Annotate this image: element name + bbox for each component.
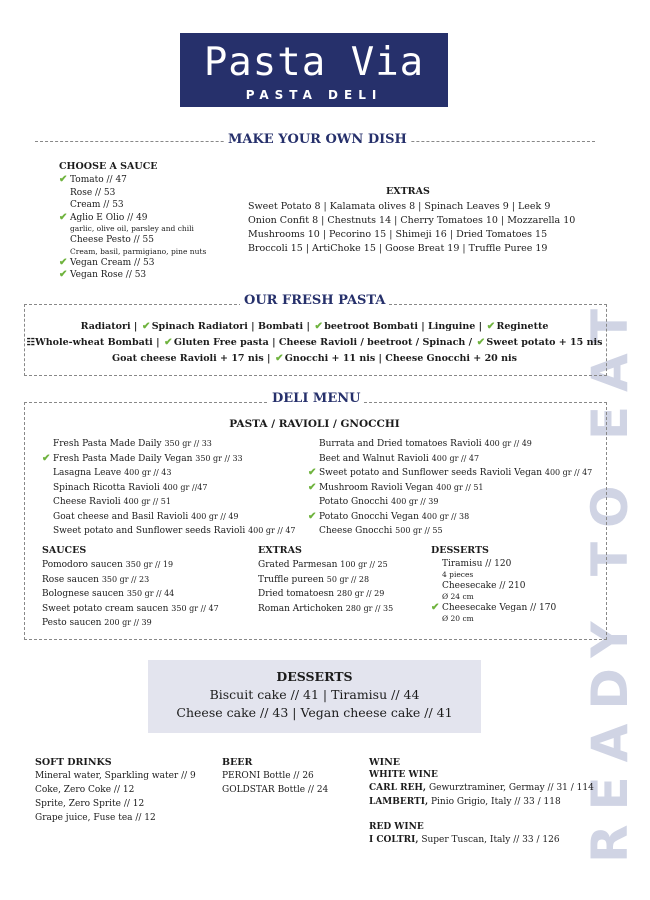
wine-desc: Super Tuscan, Italy // 33 / 126: [418, 835, 560, 845]
extras-line: Mushrooms 10 | Pecorino 15 | Shimeji 16 | Dried Tomatoes 15: [248, 229, 548, 240]
fresh-pasta-heading: OUR FRESH PASTA: [240, 293, 389, 308]
item-name: Sweet potato and Sunflower seeds Ravioli Vegan: [319, 468, 545, 478]
pasta-item: Spinach Radiatori: [151, 321, 248, 332]
red-wine-list: [369, 834, 609, 848]
pasta-item: Whole-wheat Bombati: [35, 337, 153, 348]
vegan-leaf-icon: ✔: [314, 321, 323, 332]
separator: |: [475, 321, 486, 332]
wine-item: [369, 782, 609, 796]
sauce-list: [59, 174, 239, 282]
extras-line: Onion Confit 8 | Chestnuts 14 | Cherry Tomatoes 10 | Mozzarella 10: [248, 215, 576, 226]
separator: |: [152, 337, 163, 348]
deli-desserts-label: DESSERTS: [431, 545, 489, 556]
menu-item: [42, 495, 312, 510]
menu-item: [258, 587, 428, 602]
drink-item: Grape juice, Fuse tea // 12: [35, 813, 156, 823]
dessert-item: [431, 558, 591, 570]
separator: |: [130, 321, 141, 332]
menu-item: [42, 524, 312, 539]
wine-label: WINE: [369, 757, 401, 768]
item-price: 400 gr // 51: [436, 482, 484, 492]
choose-sauce-label: CHOOSE A SAUCE: [59, 161, 158, 172]
menu-item: [42, 573, 252, 588]
item-name: Grated Parmesan: [258, 560, 341, 570]
sauce-item: [59, 174, 239, 187]
sauce-name: Tomato // 47: [70, 175, 127, 185]
red-wine-label: RED WINE: [369, 822, 424, 832]
item-price: 500 gr // 55: [395, 526, 443, 535]
dessert-note: Ø 24 cm: [442, 592, 474, 601]
item-name: Spinach Ricotta Ravioli: [53, 482, 163, 493]
item-price: 400 gr // 39: [391, 497, 439, 506]
item-name: Rose saucen: [42, 574, 102, 585]
desserts-box: [148, 660, 481, 733]
white-wine-list: [369, 782, 609, 809]
item-price: 200 gr // 39: [104, 618, 152, 627]
drink-item: Sprite, Zero Sprite // 12: [35, 799, 145, 809]
sauce-name: Cream // 53: [70, 200, 124, 210]
vegan-leaf-icon: ✔: [308, 481, 317, 493]
pasta-item: Reginette: [496, 321, 549, 332]
item-name: Beet and Walnut Ravioli: [319, 453, 432, 464]
item-price: 400 gr // 47: [431, 453, 480, 463]
pasta-item: Linguine: [428, 321, 476, 332]
menu-item: [42, 510, 312, 525]
item-name: Dried tomatoesn: [258, 589, 337, 599]
pasta-item: Cheese Gnocchi + 20 nis: [385, 353, 517, 364]
wheat-icon: ☷: [26, 337, 36, 348]
sauce-name: Vegan Rose // 53: [70, 270, 147, 280]
pasta-item: beetroot Bombati: [324, 321, 418, 332]
vegan-leaf-icon: ✔: [59, 211, 68, 223]
menu-item: [308, 437, 598, 452]
extras-list: [248, 200, 578, 256]
item-name: Pesto saucen: [42, 618, 105, 628]
drink-item: PERONI Bottle // 26: [222, 771, 314, 781]
vegan-leaf-icon: ✔: [431, 602, 440, 613]
menu-item: [308, 495, 598, 510]
extras-line: Sweet Potato 8 | Kalamata olives 8 | Spinach Leaves 9 | Leek 9: [248, 201, 551, 212]
sauce-note: Cream, basil, parmigiano, pine nuts: [70, 246, 207, 256]
menu-item: [42, 558, 252, 573]
item-name: Fresh Pasta Made Daily Vegan: [53, 453, 196, 464]
wine-item: [369, 796, 609, 810]
drink-item: Coke, Zero Coke // 12: [35, 785, 135, 795]
item-price: 350 gr // 44: [126, 589, 175, 598]
menu-item: [258, 558, 428, 573]
item-name: Goat cheese and Basil Ravioli: [53, 511, 192, 522]
vegan-leaf-icon: ✔: [275, 353, 284, 364]
deli-extras-list: [258, 558, 428, 616]
vegan-leaf-icon: ✔: [476, 337, 486, 348]
menu-item: [308, 481, 598, 496]
white-wine-label: WHITE WINE: [369, 770, 438, 780]
item-price: 400 gr // 49: [484, 439, 532, 448]
sauce-item: [59, 269, 239, 282]
soft-drinks-list: [35, 769, 225, 825]
item-price: 350 gr // 33: [164, 439, 212, 448]
sauce-item: [59, 199, 239, 212]
deli-left-list: [42, 437, 312, 539]
ready-to-eat-vertical: READY TO EAT: [581, 295, 639, 863]
item-name: Roman Artichoken: [258, 603, 346, 614]
vegan-leaf-icon: ✔: [308, 467, 317, 478]
vegan-leaf-icon: ✔: [42, 452, 51, 464]
item-price: 350 gr // 33: [195, 453, 243, 463]
deli-sauces-list: [42, 558, 252, 631]
menu-item: [42, 452, 312, 467]
sauce-note: garlic, olive oil, parsley and chili: [70, 224, 194, 233]
menu-item: [42, 466, 312, 481]
pasta-item: Sweet potato + 15 nis: [486, 337, 603, 348]
sauce-item: [59, 187, 239, 200]
item-name: Burrata and Dried tomatoes Ravioli: [319, 439, 485, 449]
item-price: 100 gr // 25: [340, 560, 388, 569]
item-price: 280 gr // 29: [336, 589, 385, 598]
vegan-leaf-icon: ✔: [486, 321, 496, 332]
vegan-leaf-icon: ✔: [141, 321, 151, 332]
make-your-own-heading: MAKE YOUR OWN DISH: [224, 132, 411, 147]
sauce-item: [59, 234, 239, 247]
item-name: Sweet potato and Sunflower seeds Ravioli: [53, 526, 249, 536]
item-price: 400 gr //47: [162, 482, 208, 492]
item-price: 50 gr // 28: [326, 574, 370, 584]
dessert-item: [431, 580, 591, 592]
dessert-item: [431, 602, 591, 614]
pasta-item: Radiatori: [80, 321, 131, 332]
item-name: Bolognese saucen: [42, 589, 127, 599]
deli-extras-label: EXTRAS: [258, 545, 302, 556]
menu-item: [308, 524, 598, 539]
dessert-name: Cheesecake // 210: [442, 581, 526, 591]
drink-item: Mineral water, Sparkling water // 9: [35, 771, 196, 781]
separator: |: [247, 321, 258, 332]
beer-list: [222, 769, 362, 797]
item-price: 400 gr // 49: [191, 511, 239, 521]
vegan-leaf-icon: ✔: [59, 256, 68, 268]
separator: |: [268, 337, 279, 348]
item-price: 280 gr // 35: [345, 603, 394, 613]
deli-menu-heading: DELI MENU: [268, 391, 364, 406]
menu-item: [308, 466, 598, 481]
desserts-box-heading: DESSERTS: [276, 669, 353, 684]
desserts-box-line2: Cheese cake // 43 | Vegan cheese cake // 41: [176, 705, 453, 720]
dessert-note: 4 pieces: [442, 570, 474, 579]
drink-item: GOLDSTAR Bottle // 24: [222, 785, 329, 795]
item-name: Cheese Ravioli: [53, 497, 124, 507]
item-name: Pomodoro saucen: [42, 560, 126, 570]
sauce-name: Vegan Cream // 53: [70, 257, 155, 268]
item-price: 400 gr // 43: [124, 468, 172, 477]
pasta-item: Bombati: [257, 321, 304, 332]
pasta-item: Gluten Free pasta: [173, 337, 269, 348]
menu-item: [42, 602, 252, 617]
separator: |: [375, 353, 386, 364]
fresh-pasta-lines: [24, 319, 605, 367]
item-price: 350 gr // 23: [101, 574, 150, 584]
item-name: Cheese Gnocchi: [319, 526, 396, 536]
logo-title: Pasta Via: [203, 40, 425, 85]
item-name: Fresh Pasta Made Daily: [53, 439, 165, 449]
deli-right-list: [308, 437, 598, 539]
item-name: Lasagna Leave: [53, 468, 125, 478]
separator: |: [303, 321, 314, 332]
deli-desserts-list: [431, 558, 591, 624]
sauce-name: Rose // 53: [70, 187, 116, 198]
item-price: 400 gr // 47: [248, 526, 296, 535]
fresh-pasta-line: [24, 319, 605, 335]
soft-drinks-label: SOFT DRINKS: [35, 757, 112, 768]
dessert-name: Cheesecake Vegan // 170: [442, 603, 557, 613]
wine-name: I COLTRI,: [369, 835, 419, 845]
logo: [180, 33, 448, 107]
pasta-item: Goat cheese Ravioli + 17 nis: [112, 353, 264, 364]
vegan-leaf-icon: ✔: [164, 337, 173, 348]
item-name: Truffle pureen: [258, 574, 327, 585]
sauce-name: Aglio E Olio // 49: [70, 212, 148, 223]
menu-item: [258, 602, 428, 617]
extras-line: Broccoli 15 | ArtiChoke 15 | Goose Breat 19 | Truffle Puree 19: [248, 243, 548, 254]
fresh-pasta-line: [24, 335, 605, 351]
deli-sauces-label: SAUCES: [42, 545, 87, 556]
wine-desc: Pinio Grigio, Italy // 33 / 118: [428, 796, 561, 807]
sauce-item: [59, 257, 239, 270]
vegan-leaf-icon: ✔: [308, 510, 317, 522]
item-name: Mushroom Ravioli Vegan: [319, 482, 437, 493]
separator: |: [417, 321, 429, 332]
item-name: Potato Gnocchi Vegan: [319, 511, 422, 522]
sauce-item: [59, 212, 239, 225]
menu-item: [42, 587, 252, 602]
fresh-pasta-line: [24, 351, 605, 367]
menu-item: [42, 616, 252, 631]
item-price: 350 gr // 47: [171, 603, 219, 613]
wine-item: [369, 834, 609, 848]
item-price: 400 gr // 47: [544, 468, 593, 477]
sauce-name: Cheese Pesto // 55: [70, 235, 155, 245]
item-name: Potato Gnocchi: [319, 497, 392, 507]
menu-item: [42, 437, 312, 452]
dessert-name: Tiramisu // 120: [442, 559, 512, 569]
extras-label: EXTRAS: [386, 186, 430, 197]
item-price: 400 gr // 51: [123, 497, 171, 506]
deli-subheading: PASTA / RAVIOLI / GNOCCHI: [229, 418, 400, 430]
item-name: Sweet potato cream saucen: [42, 603, 172, 614]
desserts-box-line1: Biscuit cake // 41 | Tiramisu // 44: [209, 687, 420, 702]
item-price: 400 gr // 38: [421, 511, 470, 521]
pasta-item: Gnocchi + 11 nis: [284, 353, 376, 364]
pasta-item: Cheese Ravioli / beetroot / Spinach /: [278, 337, 476, 348]
menu-item: [308, 510, 598, 525]
logo-subtitle: PASTA DELI: [245, 88, 383, 102]
menu-item: [42, 481, 312, 496]
vegan-leaf-icon: ✔: [59, 269, 68, 280]
dessert-note: Ø 20 cm: [442, 614, 474, 623]
separator: |: [263, 353, 274, 364]
menu-item: [258, 573, 428, 588]
vegan-leaf-icon: ✔: [59, 174, 68, 185]
beer-label: BEER: [222, 757, 253, 768]
wine-name: CARL REH,: [369, 783, 427, 793]
wine-desc: Gewurztraminer, Germay // 31 / 114: [426, 783, 594, 793]
menu-item: [308, 452, 598, 467]
wine-name: LAMBERTI,: [369, 796, 429, 807]
item-price: 350 gr // 19: [125, 560, 174, 569]
